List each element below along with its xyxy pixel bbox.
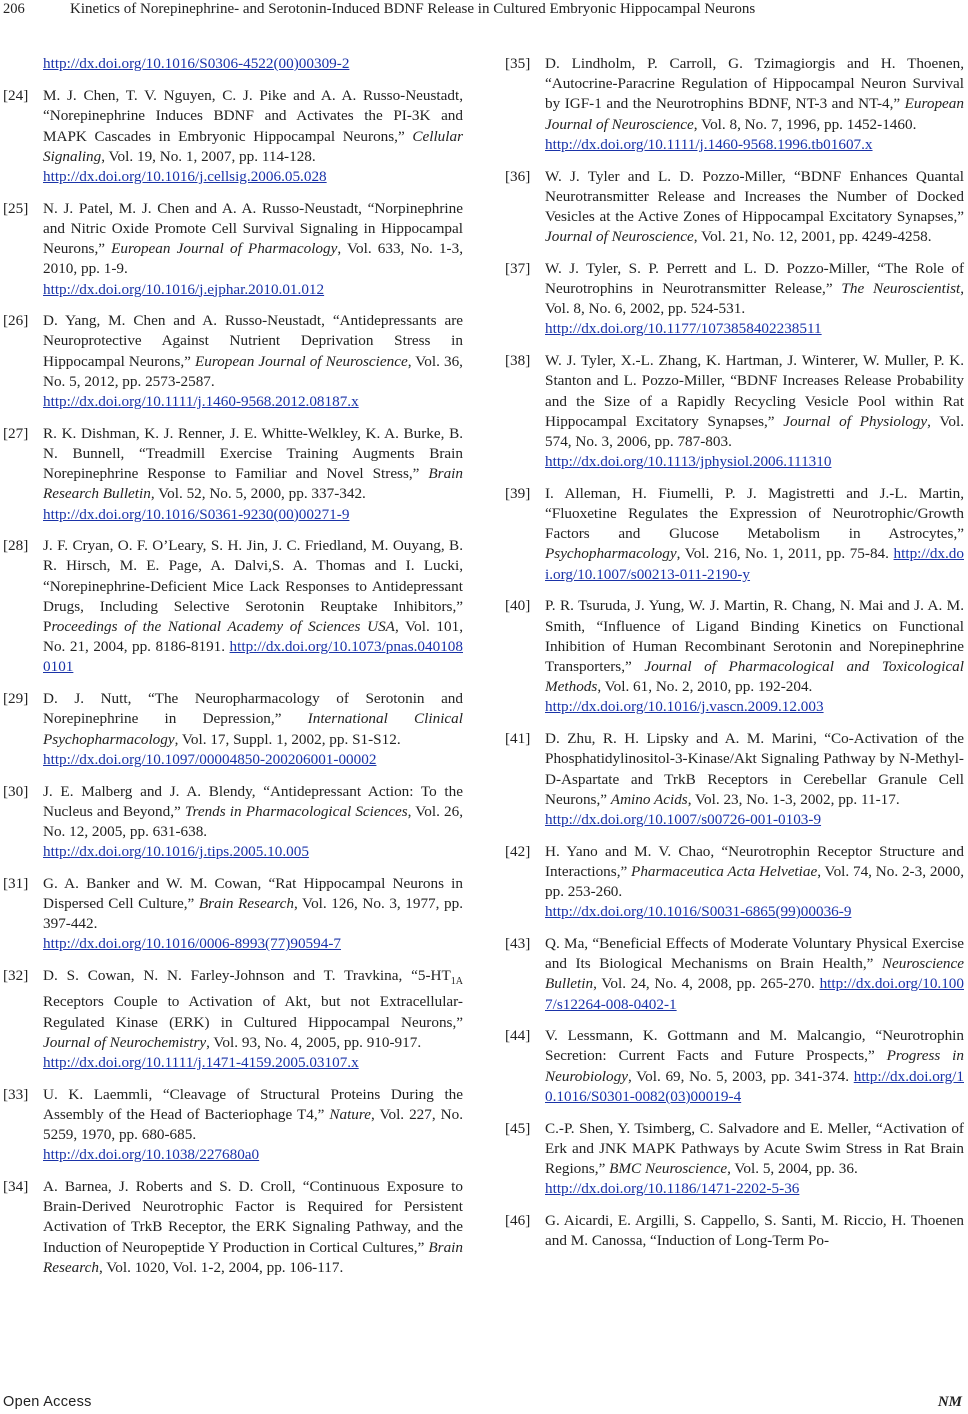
page-number: 206 <box>3 1 25 17</box>
reference-number: [30] <box>3 782 29 800</box>
doi-link[interactable]: http://dx.doi.org/10.1038/227680a0 <box>43 1146 260 1164</box>
journal-name: Brain Research <box>198 895 294 913</box>
reference-text <box>545 934 964 1015</box>
journal-name: Brain Research <box>43 1238 463 1276</box>
reference-entry <box>3 874 463 955</box>
subscript-text: 1A <box>450 976 463 988</box>
reference-authors-title: D. Zhu, R. H. Lipsky and A. M. Marini, “Co-Activation of the Phosphatidylinositol-3-Kinase/Akt Signaling Pathway by N-Methyl-D-Aspartate and TrkB Receptors in Cerebellar Granule Cell Neurons,” <box>545 730 964 808</box>
reference-text <box>43 782 463 863</box>
reference-text <box>43 86 463 187</box>
journal-name: European Journal of Neuroscience <box>194 352 408 370</box>
reference-entry <box>3 199 463 300</box>
doi-link[interactable]: http://dx.doi.org/10.1111/j.1471-4159.2005.03107.x <box>43 1053 359 1071</box>
reference-title-continued: Receptors Couple to Activation of Akt, but not Extracellular-Regulated Kinase (ERK) in Cultured Hippocampal Neurons,” <box>43 993 463 1031</box>
reference-text <box>43 1177 463 1278</box>
reference-text <box>43 1085 463 1166</box>
journal-name: Progress in Neurobiology <box>545 1047 964 1085</box>
reference-number: [44] <box>505 1027 531 1045</box>
journal-name: Trends in Pharmacological Sciences <box>184 802 408 820</box>
reference-text <box>545 54 964 155</box>
reference-volume-pages: , Vol. 574, No. 3, 2006, pp. 787-803. <box>545 412 964 450</box>
journal-name: roceedings of the National Academy of Sciences USA <box>51 618 395 636</box>
journal-name: Neuroscience Bulletin <box>545 955 964 993</box>
reference-entry <box>3 966 463 1073</box>
reference-number: [29] <box>3 690 29 708</box>
reference-authors-title: G. A. Banker and W. M. Cowan, “Rat Hippocampal Neurons in Dispersed Cell Culture,” <box>43 874 463 913</box>
reference-number: [24] <box>3 87 29 105</box>
reference-entry <box>505 934 964 1015</box>
reference-entry <box>505 1119 964 1200</box>
reference-entry <box>505 167 964 248</box>
reference-number: [38] <box>505 352 531 370</box>
reference-authors-title: J. F. Cryan, O. F. O’Leary, S. H. Jin, J. C. Friedland, M. Ouyang, B. R. Hirsch, M. E. Page, A. Dalvi,S. A. Thomas and I. Lucki, “Norepinephrine-Deficient Mice Lack Responses to Antidepressant Drugs, Including Selective Serotonin Reuptake Inhibitors,” P <box>43 537 463 636</box>
footer-journal-abbrev: NM <box>937 1394 962 1410</box>
reference-text <box>43 311 463 412</box>
reference-authors-title: D. J. Nutt, “The Neuropharmacology of Serotonin and Norepinephrine in Depression,” <box>43 690 463 728</box>
reference-volume-pages: , Vol. 1020, Vol. 1-2, 2004, pp. 106-117. <box>98 1258 344 1276</box>
journal-name: Journal of Neurochemistry <box>43 1033 207 1051</box>
reference-volume-pages: , Vol. 24, No. 4, 2008, pp. 265-270. <box>593 975 820 993</box>
doi-link[interactable]: http://dx.doi.org/10.1111/j.1460-9568.2012.08187.x <box>43 393 359 411</box>
reference-entry <box>3 689 463 770</box>
reference-number: [36] <box>505 167 531 185</box>
doi-link[interactable]: http://dx.doi.org/10.1016/j.vascn.2009.12.003 <box>545 698 824 716</box>
reference-number: [28] <box>3 537 29 555</box>
reference-entry <box>3 424 463 525</box>
left-reference-list <box>3 86 463 1278</box>
doi-link[interactable]: http://dx.doi.org/10.1016/S0361-9230(00)00271-9 <box>43 505 350 523</box>
reference-number: [45] <box>505 1119 531 1137</box>
reference-text <box>545 729 964 830</box>
reference-entry <box>3 86 463 187</box>
reference-volume-pages: , Vol. 26, No. 12, 2005, pp. 631-638. <box>43 802 463 840</box>
reference-entry <box>505 484 964 585</box>
journal-name: Journal of Neuroscience <box>545 228 694 246</box>
reference-text <box>545 842 964 923</box>
journal-name: Cellular Signaling <box>43 127 463 165</box>
journal-name: Pharmaceutica Acta Helvetiae <box>631 862 818 880</box>
reference-number: [32] <box>3 967 29 985</box>
reference-volume-pages: , Vol. 61, No. 2, 2010, pp. 192-204. <box>597 678 813 696</box>
reference-volume-pages: , Vol. 5, 2004, pp. 36. <box>727 1159 858 1177</box>
reference-entry <box>505 1211 964 1251</box>
footer-open-access: Open Access <box>3 1394 92 1410</box>
reference-authors-title: G. Aicardi, E. Argilli, S. Cappello, S. Santi, M. Riccio, H. Thoenen and M. Canossa, “Induction of Long-Term Po- <box>545 1211 964 1250</box>
reference-number: [25] <box>3 199 29 217</box>
reference-entry <box>3 1085 463 1166</box>
reference-authors-title: U. K. Laemmli, “Cleavage of Structural Proteins During the Assembly of the Head of Bacteriophage T4,” <box>43 1085 463 1123</box>
reference-text <box>43 424 463 525</box>
reference-text <box>545 484 964 585</box>
reference-number: [35] <box>505 55 531 72</box>
reference-entry <box>505 596 964 717</box>
journal-name: European Journal of Neuroscience <box>545 95 964 133</box>
reference-volume-pages: , Vol. 227, No. 5259, 1970, pp. 680-685. <box>43 1105 464 1144</box>
reference-number: [37] <box>505 259 531 277</box>
reference-text <box>545 167 964 248</box>
reference-volume-pages: , Vol. 633, No. 1-3, 2010, pp. 1-9. <box>43 240 464 278</box>
journal-name: The Neuroscientist <box>841 280 961 298</box>
reference-authors-title: R. K. Dishman, K. J. Renner, J. E. Whitte-Welkley, K. A. Burke, B. N. Bunnell, “Treadmill Exercise Training Augments Brain Norepinephrine Response to Familiar and Novel Stress,” <box>43 424 463 483</box>
reference-entry <box>505 351 964 472</box>
reference-entry <box>3 536 463 677</box>
doi-link[interactable]: http://dx.doi.org/10.1111/j.1460-9568.1996.tb01607.x <box>545 135 873 153</box>
doi-link[interactable]: http://dx.doi.org/10.1016/S0306-4522(00)00309-2 <box>43 55 350 72</box>
reference-entry <box>3 311 463 412</box>
reference-volume-pages: , Vol. 8, No. 7, 1996, pp. 1452-1460. <box>693 115 917 133</box>
reference-authors-title: W. J. Tyler and L. D. Pozzo-Miller, “BDNF Enhances Quantal Neurotransmitter Release and Increases the Number of Docked Vesicles at the Active Zones of Hippocampal Excitatory Synapses,” <box>545 167 964 225</box>
reference-authors-title: V. Lessmann, K. Gottmann and M. Malcangio, “Neurotrophin Secretion: Current Facts and Future Prospects,” <box>545 1027 964 1065</box>
journal-name: International Clinical Psychopharmacology <box>43 710 463 748</box>
reference-authors-title: D. S. Cowan, N. N. Farley-Johnson and T. Travkina, “5-HT <box>43 967 451 985</box>
reference-number: [31] <box>3 874 29 892</box>
reference-volume-pages: , Vol. 93, No. 4, 2005, pp. 910-917. <box>206 1033 422 1051</box>
continued-reference-url <box>3 54 463 74</box>
reference-authors-title: A. Barnea, J. Roberts and S. D. Croll, “Continuous Exposure to Brain-Derived Neurotrophic Factor is Required for Persistent Activation of TrkB Receptor, the ERK Signaling Pathway, and the Induction of Neuropeptide Y Production in Cortical Cultures,” <box>43 1177 463 1256</box>
reference-number: [46] <box>505 1211 531 1229</box>
reference-authors-title: W. J. Tyler, X.-L. Zhang, K. Hartman, J. Winterer, W. Muller, P. K. Stanton and L. Pozzo-Miller, “BDNF Increases Release Probability and the Size of a Rapidly Recycling Vesicle Pool within Rat Hippocampal Excitatory Synapses,” <box>545 352 964 430</box>
reference-text <box>43 966 463 1073</box>
doi-link[interactable]: http://dx.doi.org/10.1016/j.ejphar.2010.01.012 <box>43 280 325 298</box>
reference-authors-title: N. J. Patel, M. J. Chen and A. A. Russo-Neustadt, “Norpinephrine and Nitric Oxide Promote Cell Survival Signaling in Hippocampal Neurons,” <box>43 199 463 258</box>
reference-authors-title: I. Alleman, H. Fiumelli, P. J. Magistretti and J.-L. Martin, “Fluoxetine Regulates the Expression of Neurotrophic/Growth Factors and Glucose Metabolism in Astrocytes,” <box>545 484 964 543</box>
doi-link[interactable]: http://dx.doi.org/10.1186/1471-2202-5-36 <box>545 1180 800 1198</box>
reference-text <box>43 874 463 955</box>
journal-name: Journal of Physiology <box>783 412 928 430</box>
reference-number: [40] <box>505 597 531 615</box>
reference-authors-title: M. J. Chen, T. V. Nguyen, C. J. Pike and A. A. Russo-Neustadt, “Norepinephrine Induces BDNF and Activates the PI-3K and MAPK Cascades in Embryonic Hippocampal Neurons,” <box>43 87 463 145</box>
doi-link[interactable]: http://dx.doi.org/10.1016/j.cellsig.2006.05.028 <box>43 168 327 186</box>
doi-link[interactable]: http://dx.doi.org/10.1097/00004850-200206001-00002 <box>43 750 377 768</box>
reference-entry <box>505 729 964 830</box>
doi-link[interactable]: http://dx.doi.org/10.1113/jphysiol.2006.111310 <box>545 453 832 471</box>
reference-volume-pages: , Vol. 17, Suppl. 1, 2002, pp. S1-S12. <box>174 730 401 748</box>
doi-link[interactable]: http://dx.doi.org/10.1016/S0301-0082(03)00019-4 <box>545 1067 964 1105</box>
doi-link[interactable]: http://dx.doi.org/10.1007/s00726-001-0103-9 <box>545 810 822 828</box>
reference-authors-title: W. J. Tyler, S. P. Perrett and L. D. Pozzo-Miller, “The Role of Neurotrophins in Neurotransmitter Release,” <box>545 259 964 298</box>
reference-authors-title: P. R. Tsuruda, J. Yung, W. J. Martin, R. Chang, N. Mai and J. A. M. Smith, “Influence of Ligand Binding Kinetics on Functional Inhibition of Human Recombinant Serotonin and Norepinephrine Transporters,” <box>545 597 964 675</box>
reference-text <box>43 199 463 300</box>
reference-volume-pages: , Vol. 74, No. 2-3, 2000, pp. 253-260. <box>545 862 964 901</box>
reference-volume-pages: , Vol. 19, No. 1, 2007, pp. 114-128. <box>101 147 316 165</box>
doi-link[interactable]: http://dx.doi.org/10.1177/1073858402238511 <box>545 320 822 338</box>
reference-volume-pages: , Vol. 126, No. 3, 1977, pp. 397-442. <box>43 895 464 933</box>
reference-number: [26] <box>3 312 29 330</box>
reference-entry <box>505 54 964 155</box>
reference-authors-title: D. Lindholm, P. Carroll, G. Tzimagiorgis and H. Thoenen, “Autocrine-Paracrine Regulation of Hippocampal Neuron Survival by IGF-1 and the Neurotrophins BDNF, NT-3 and NT-4,” <box>545 55 964 113</box>
reference-text <box>545 351 964 472</box>
running-title: Kinetics of Norepinephrine- and Serotonin-Induced BDNF Release in Cultured Embryonic Hippocampal Neurons <box>70 1 756 17</box>
journal-name: Brain Research Bulletin <box>43 465 463 503</box>
reference-number: [39] <box>505 484 531 502</box>
reference-number: [34] <box>3 1177 29 1195</box>
reference-volume-pages: , Vol. 69, No. 5, 2003, pp. 341-374. <box>627 1067 854 1085</box>
doi-link[interactable]: http://dx.doi.org/10.1016/S0031-6865(99)00036-9 <box>545 903 852 921</box>
reference-text <box>43 536 463 677</box>
doi-link[interactable]: http://dx.doi.org/10.1007/s00213-011-2190-y <box>545 545 964 583</box>
reference-text <box>43 689 463 770</box>
doi-link[interactable]: http://dx.doi.org/10.1016/0006-8993(77)90594-7 <box>43 935 341 953</box>
reference-volume-pages: , Vol. 52, No. 5, 2000, pp. 337-342. <box>150 485 366 503</box>
reference-number: [42] <box>505 842 531 860</box>
reference-volume-pages: , Vol. 21, No. 12, 2001, pp. 4249-4258. <box>693 228 932 246</box>
reference-text <box>545 596 964 717</box>
right-reference-column <box>505 54 964 1263</box>
reference-entry <box>3 1177 463 1278</box>
reference-number: [43] <box>505 934 531 952</box>
journal-name: BMC Neuroscience <box>609 1159 728 1177</box>
left-reference-column <box>3 54 463 1290</box>
journal-name: Amino Acids <box>610 790 688 808</box>
reference-entry <box>505 1026 964 1107</box>
reference-volume-pages: , Vol. 101, No. 21, 2004, pp. 8186-8191. <box>43 618 463 656</box>
reference-number: [33] <box>3 1085 29 1103</box>
journal-name: Nature <box>329 1105 371 1123</box>
reference-text <box>545 1119 964 1200</box>
reference-number: [41] <box>505 730 531 748</box>
reference-entry <box>3 782 463 863</box>
reference-volume-pages: , Vol. 216, No. 1, 2011, pp. 75-84. <box>676 545 894 563</box>
reference-authors-title: C.-P. Shen, Y. Tsimberg, C. Salvadore and E. Meller, “Activation of Erk and JNK MAPK Pathways by Acute Swim Stress in Rat Brain Regions,” <box>545 1119 964 1177</box>
reference-authors-title: J. E. Malberg and J. A. Blendy, “Antidepressant Action: To the Nucleus and Beyond,” <box>43 782 463 820</box>
reference-number: [27] <box>3 424 29 442</box>
reference-volume-pages: , Vol. 8, No. 6, 2002, pp. 524-531. <box>545 280 964 318</box>
reference-text <box>545 1211 964 1251</box>
journal-name: Psychopharmacology <box>545 545 677 563</box>
doi-link[interactable]: http://dx.doi.org/10.1016/j.tips.2005.10.005 <box>43 843 309 861</box>
reference-text <box>545 1026 964 1107</box>
right-reference-list <box>505 54 964 1251</box>
journal-name: Journal of Pharmacological and Toxicological Methods <box>545 657 964 696</box>
doi-link[interactable]: http://dx.doi.org/10.1007/s12264-008-0402-1 <box>545 975 964 1013</box>
journal-name: European Journal of Pharmacology <box>111 240 338 258</box>
doi-link[interactable]: http://dx.doi.org/10.1073/pnas.0401080101 <box>43 638 463 676</box>
reference-authors-title: Q. Ma, “Beneficial Effects of Moderate Voluntary Physical Exercise and Its Biological Mechanisms on Brain Health,” <box>545 934 964 973</box>
reference-authors-title: D. Yang, M. Chen and A. Russo-Neustadt, “Antidepressants are Neuroprotective Against Nutrient Deprivation Stress in Hippocampal Neurons,” <box>43 312 463 370</box>
reference-entry <box>505 259 964 340</box>
reference-volume-pages: , Vol. 23, No. 1-3, 2002, pp. 11-17. <box>687 790 900 808</box>
reference-authors-title: H. Yano and M. V. Chao, “Neurotrophin Receptor Structure and Interactions,” <box>545 842 964 880</box>
reference-volume-pages: , Vol. 36, No. 5, 2012, pp. 2573-2587. <box>43 352 463 390</box>
reference-entry <box>505 842 964 923</box>
reference-text <box>545 259 964 340</box>
